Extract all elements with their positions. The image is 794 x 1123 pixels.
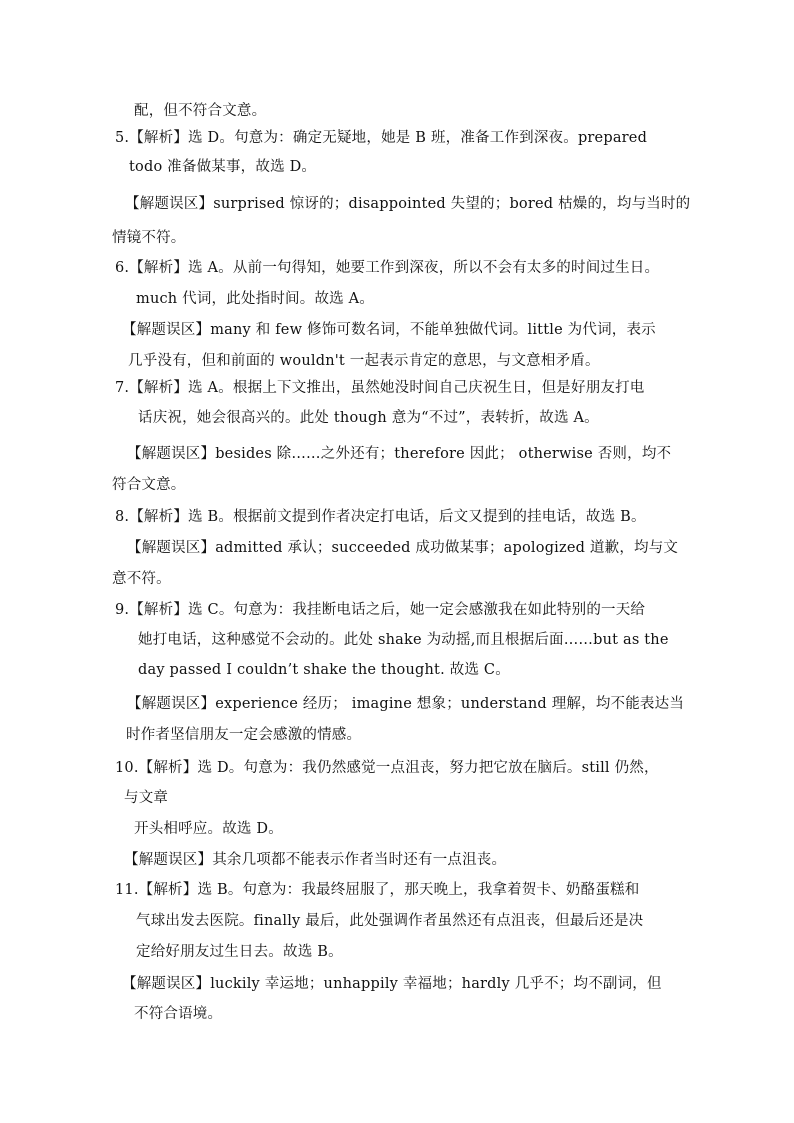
text-line: 意不符。 bbox=[112, 571, 171, 587]
answer-heading: 5.【解析】选 D。句意为：确定无疑地，她是 B 班，准备工作到深夜。prepared bbox=[115, 130, 648, 146]
text-line: 定给好朋友过生日去。故选 B。 bbox=[136, 944, 343, 960]
text-line: 符合文意。 bbox=[112, 477, 186, 493]
answer-heading: 11.【解析】选 B。句意为：我最终屈服了，那天晚上，我拿着贺卡、奶酪蛋糕和 bbox=[115, 882, 640, 898]
text-line: 时作者坚信朋友一定会感激的情感。 bbox=[126, 727, 362, 743]
text-line: much 代词，此处指时间。故选 A。 bbox=[136, 291, 375, 307]
text-line: 话庆祝，她会很高兴的。此处 though 意为“不过”，表转折，故选 A。 bbox=[138, 410, 599, 426]
text-line: 配，但不符合文意。 bbox=[134, 103, 267, 119]
answer-heading: 9.【解析】选 C。句意为：我挂断电话之后，她一定会感激我在如此特别的一天给 bbox=[115, 602, 646, 618]
mistake-note: 【解题误区】其余几项都不能表示作者当时还有一点沮丧。 bbox=[124, 852, 507, 868]
text-line: 与文章 bbox=[124, 790, 169, 806]
text-line: 几乎没有，但和前面的 wouldn't 一起表示肯定的意思，与文意相矛盾。 bbox=[128, 353, 600, 369]
text-line: 气球出发去医院。finally 最后，此处强调作者虽然还有点沮丧，但最后还是决 bbox=[136, 913, 644, 929]
text-line: 情镜不符。 bbox=[112, 230, 186, 246]
mistake-note: 【解题误区】many 和 few 修饰可数名词，不能单独做代词。little 为代词，表示 bbox=[122, 322, 656, 338]
text-line: day passed I couldn’t shake the thought. 故选 C。 bbox=[138, 662, 510, 678]
mistake-note: 【解题误区】luckily 幸运地；unhappily 幸福地；hardly 几乎不；均不副词，但 bbox=[122, 976, 662, 992]
answer-heading: 10.【解析】选 D。句意为：我仍然感觉一点沮丧，努力把它放在脑后。still 仍然， bbox=[115, 760, 659, 776]
mistake-note: 【解题误区】besides 除……之外还有；therefore 因此； otherwise 否则，均不 bbox=[127, 446, 672, 462]
text-line: 开头相呼应。故选 D。 bbox=[134, 821, 283, 837]
answer-heading: 6.【解析】选 A。从前一句得知，她要工作到深夜，所以不会有太多的时间过生日。 bbox=[115, 260, 660, 276]
text-line: 她打电话，这种感觉不会动的。此处 shake 为动摇,而且根据后面……but as the bbox=[138, 632, 669, 648]
mistake-note: 【解题误区】admitted 承认；succeeded 成功做某事；apologized 道歉，均与文 bbox=[127, 540, 679, 556]
text-line: 不符合语境。 bbox=[134, 1006, 223, 1022]
answer-heading: 7.【解析】选 A。根据上下文推出，虽然她没时间自己庆祝生日，但是好朋友打电 bbox=[115, 380, 645, 396]
text-line: todo 准备做某事，故选 D。 bbox=[129, 159, 317, 175]
answer-heading: 8.【解析】选 B。根据前文提到作者决定打电话，后文又提到的挂电话，故选 B。 bbox=[115, 509, 646, 525]
mistake-note: 【解题误区】surprised 惊讶的；disappointed 失望的；bored 枯燥的，均与当时的 bbox=[125, 196, 691, 212]
mistake-note: 【解题误区】experience 经历； imagine 想象；understand 理解，均不能表达当 bbox=[127, 696, 685, 712]
